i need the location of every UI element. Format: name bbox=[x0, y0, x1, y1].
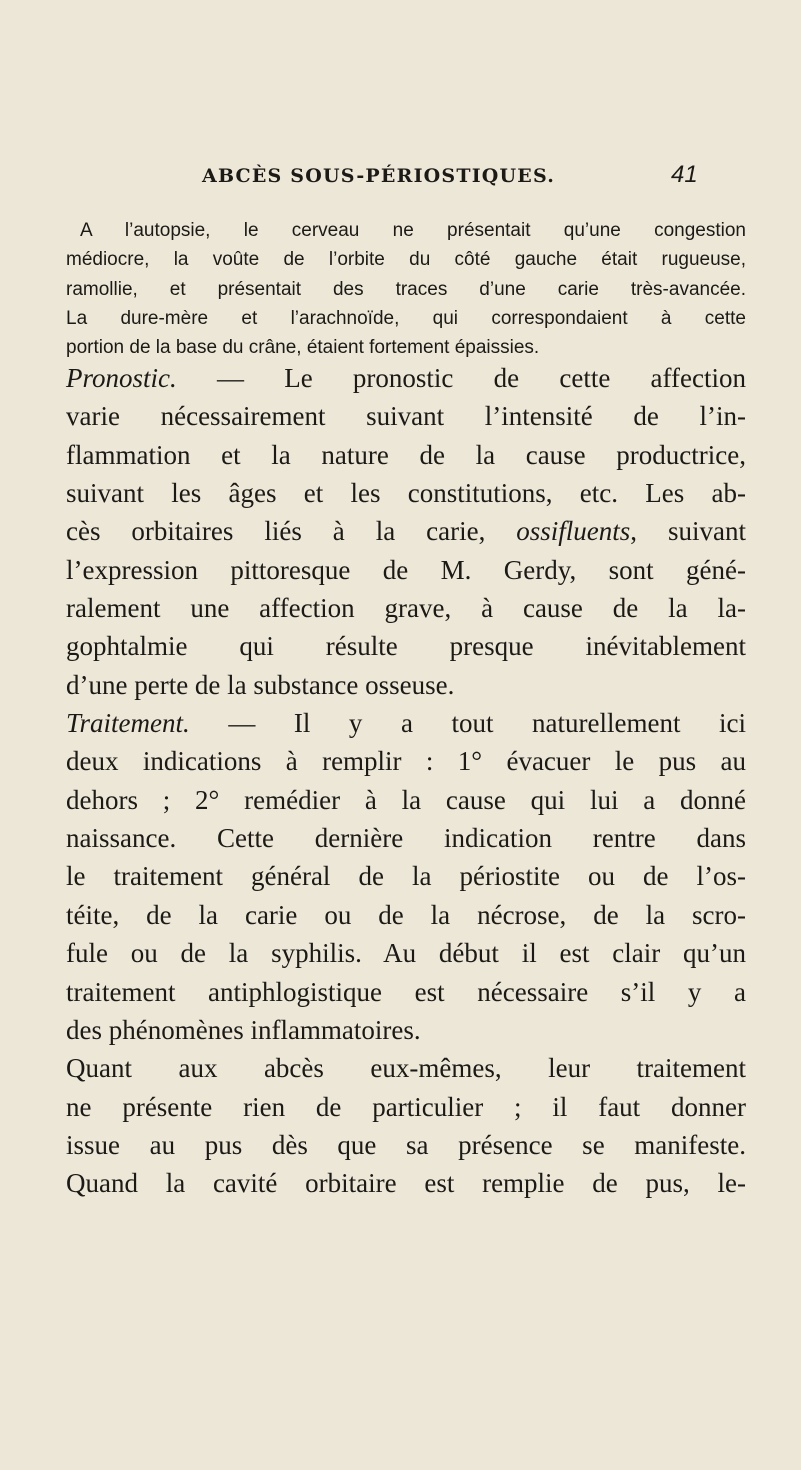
text-line: Quand la cavité orbitaire est remplie de pus, le- bbox=[66, 1168, 746, 1199]
text-line: des phénomènes inflammatoires. bbox=[66, 1014, 421, 1045]
page-number: 41 bbox=[671, 161, 698, 188]
text-line: portion de la base du crâne, étaient fortement épaissies. bbox=[66, 337, 540, 359]
text-line: Traitement. — Il y a tout naturellement ici bbox=[66, 708, 746, 739]
text-line: d’une perte de la substance osseuse. bbox=[66, 669, 455, 700]
main-text bbox=[66, 359, 746, 1203]
text-line: flammation et la nature de la cause productrice, bbox=[66, 439, 746, 470]
text-line: deux indications à remplir : 1° évacuer le pus au bbox=[66, 746, 746, 777]
quant-paragraph bbox=[66, 1049, 746, 1202]
text-line: Pronostic. — Le pronostic de cette affection bbox=[66, 363, 746, 393]
text-line: traitement antiphlogistique est nécessaire s’il y a bbox=[66, 976, 746, 1007]
autopsy-paragraph bbox=[66, 216, 746, 362]
pronostic-paragraph bbox=[66, 359, 746, 704]
text-line: Quant aux abcès eux-mêmes, leur traitement bbox=[66, 1053, 746, 1084]
text-line: fule ou de la syphilis. Au début il est clair qu’un bbox=[66, 938, 746, 969]
section-heading-traitement: Traitement. bbox=[66, 708, 190, 739]
text-line: naissance. Cette dernière indication rentre dans bbox=[66, 823, 746, 854]
text-line: le traitement général de la périostite ou de l’os- bbox=[66, 861, 746, 892]
text-line: ne présente rien de particulier ; il faut donner bbox=[66, 1091, 746, 1122]
text-line: ralement une affection grave, à cause de la la- bbox=[66, 593, 746, 624]
text-line: gophtalmie qui résulte presque inévitablement bbox=[66, 631, 746, 662]
text-line: dehors ; 2° remédier à la cause qui lui a donné bbox=[66, 784, 746, 815]
text-line: suivant les âges et les constitutions, etc. Les ab- bbox=[66, 478, 746, 509]
running-title: ABCÈS SOUS-PÉRIOSTIQUES. bbox=[202, 165, 556, 187]
text-line: ramollie, et présentait des traces d’une carie très-avancée. bbox=[66, 278, 746, 300]
text-line: A l’autopsie, le cerveau ne présentait qu’une congestion bbox=[80, 220, 746, 241]
text-line: l’expression pittoresque de M. Gerdy, sont géné- bbox=[66, 554, 746, 585]
text-line: téite, de la carie ou de la nécrose, de la scro- bbox=[66, 899, 746, 930]
section-heading-pronostic: Pronostic. bbox=[66, 363, 177, 393]
traitement-paragraph bbox=[66, 704, 746, 1049]
text-line: issue au pus dès que sa présence se manifeste. bbox=[66, 1129, 746, 1160]
page-header bbox=[0, 161, 801, 195]
text-line: La dure-mère et l’arachnoïde, qui correspondaient à cette bbox=[66, 307, 746, 329]
text-line: cès orbitaires liés à la carie, ossifluents, suivant bbox=[66, 516, 746, 547]
text-line: médiocre, la voûte de l’orbite du côté gauche était rugueuse, bbox=[66, 249, 746, 271]
text-line: varie nécessairement suivant l’intensité de l’in- bbox=[66, 401, 746, 432]
